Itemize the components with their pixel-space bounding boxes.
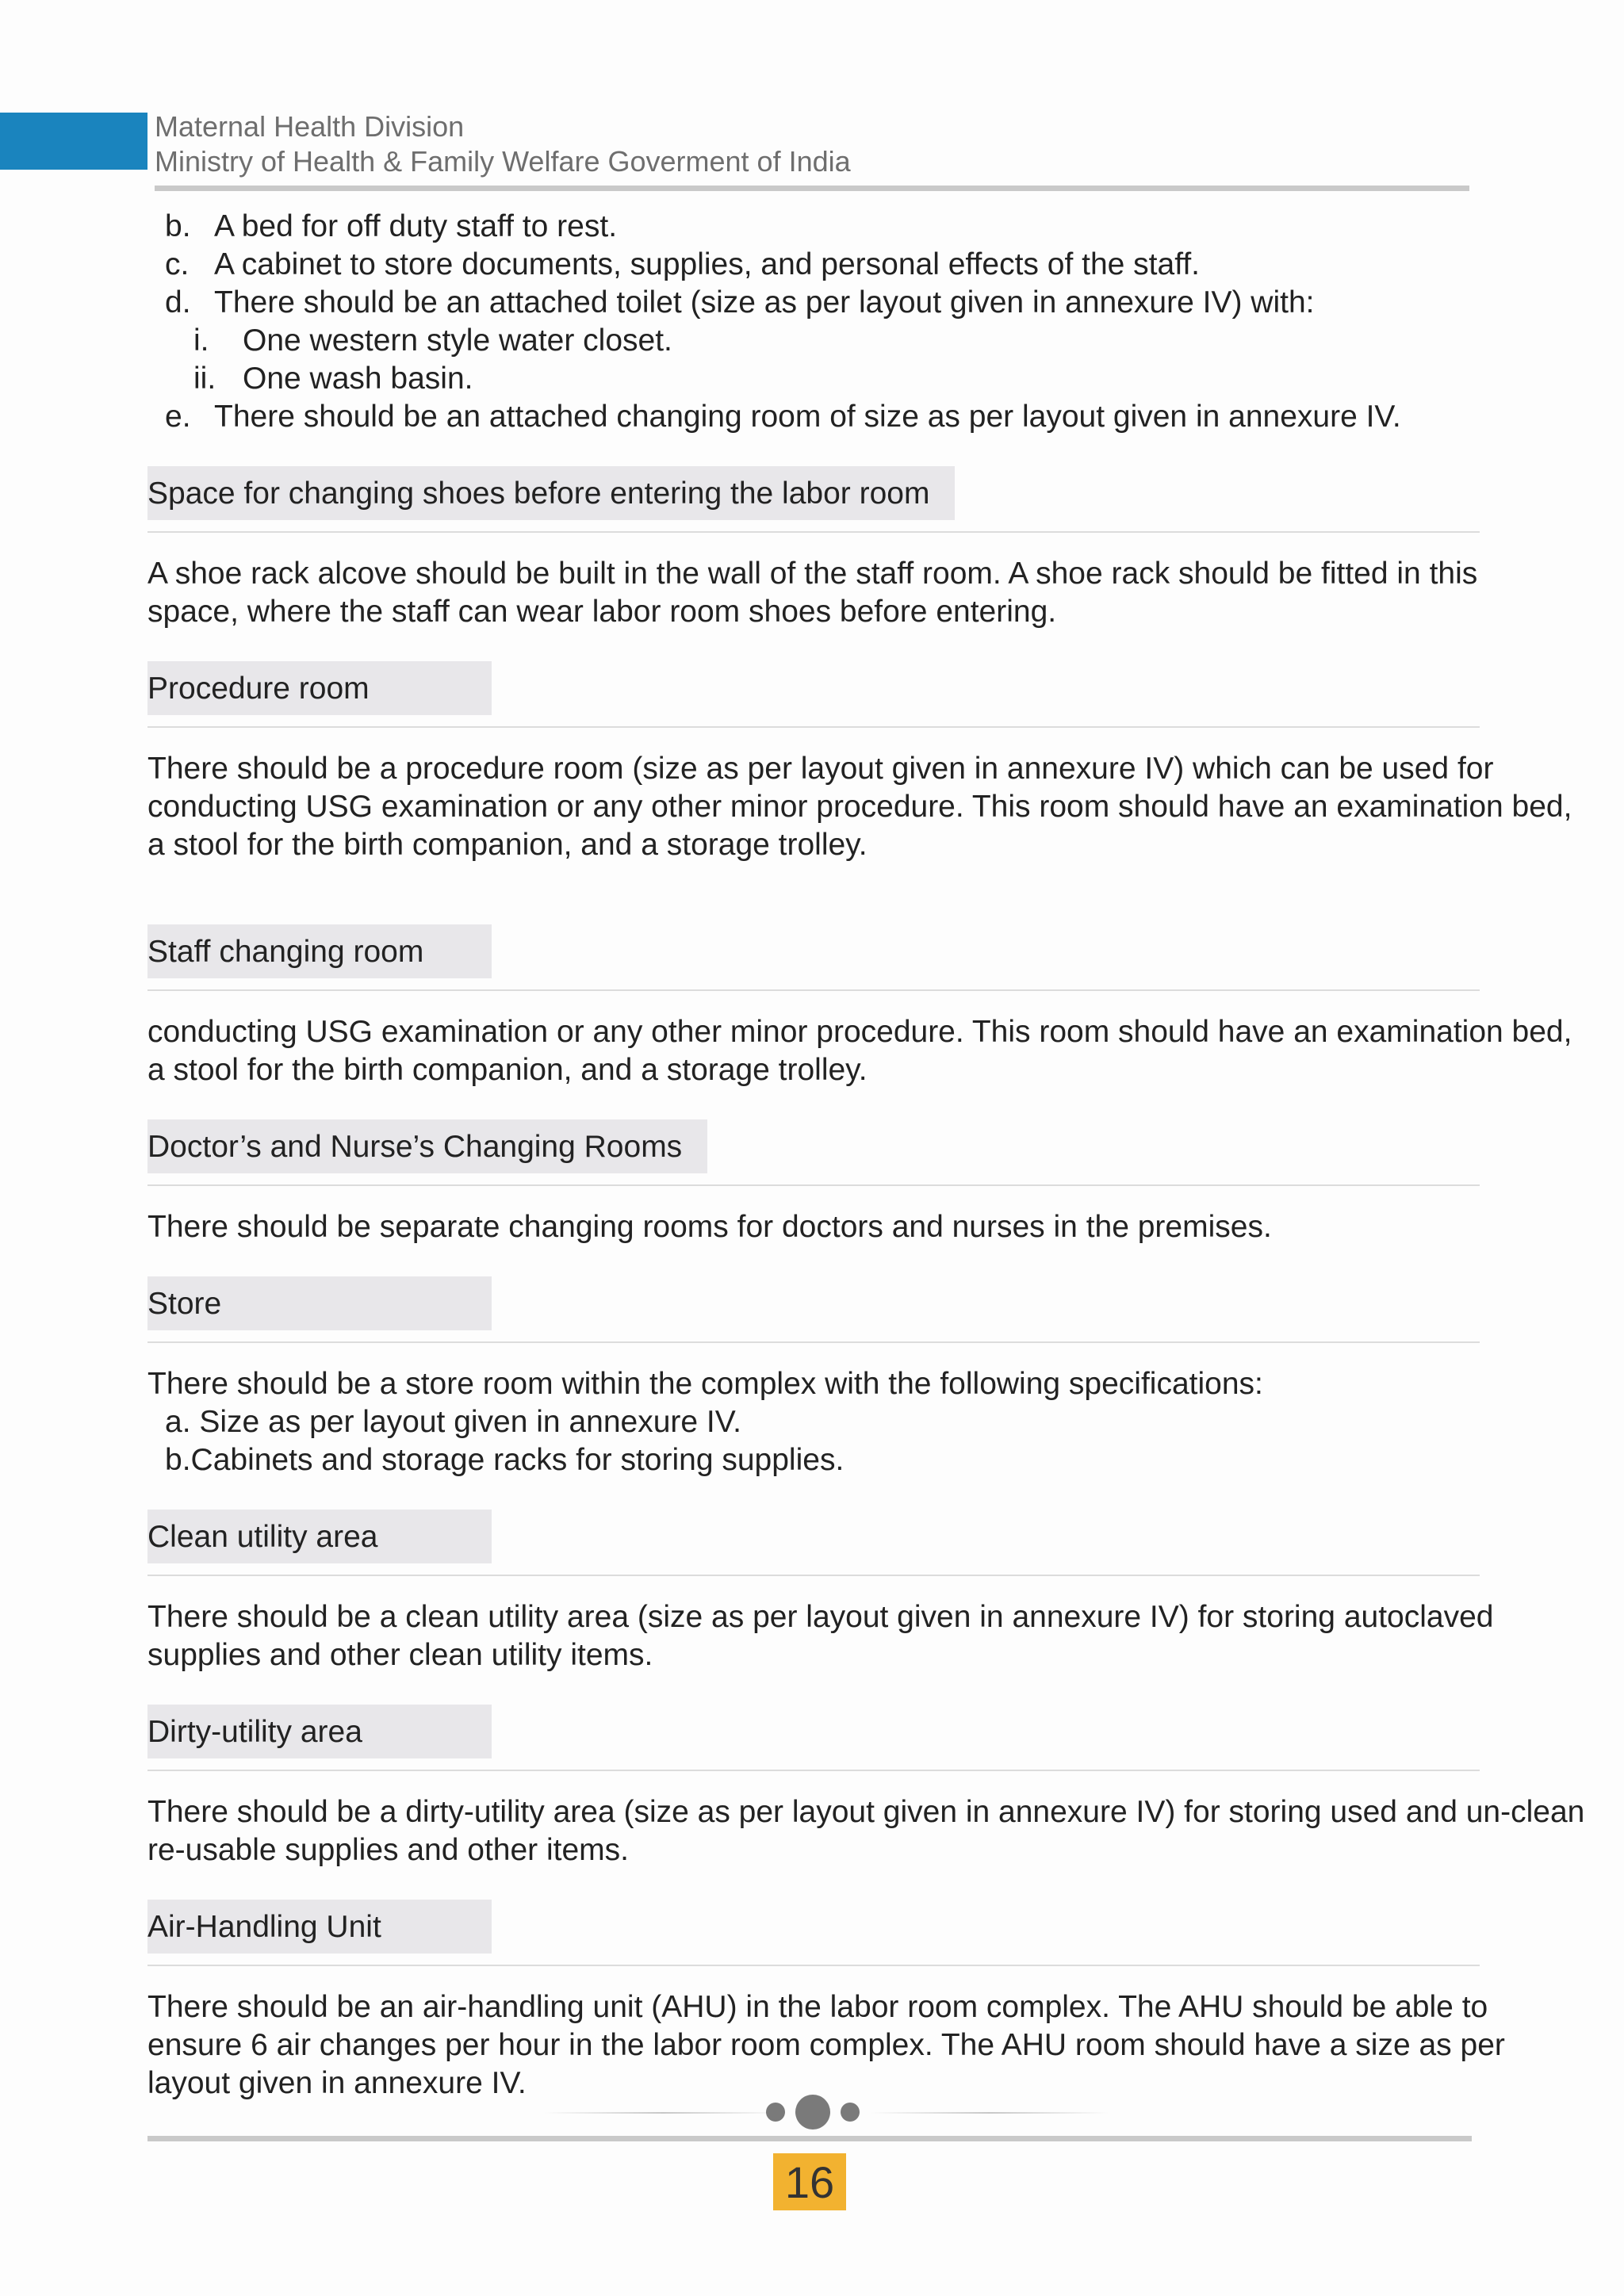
ornament-line-right <box>871 2112 1109 2114</box>
section-heading: Store <box>147 1276 492 1330</box>
section-heading: Space for changing shoes before entering the labor room <box>147 466 955 520</box>
section-heading: Clean utility area <box>147 1510 492 1563</box>
paragraph-line: There should be an air-handling unit (AHU) in the labor room complex. The AHU should be able to <box>147 1990 1488 2024</box>
sub-list-item: i. One western style water closet. <box>193 323 672 358</box>
paragraph-line: There should be a procedure room (size as per layout given in annexure IV) which can be used for <box>147 752 1494 786</box>
section-dirty-utility <box>147 1705 1585 1869</box>
section-clean-utility <box>147 1510 1494 1674</box>
header-ministry: Ministry of Health & Family Welfare Goverment of India <box>155 145 851 178</box>
paragraph-line: There should be a clean utility area (size as per layout given in annexure IV) for storing autoclaved <box>147 1600 1494 1634</box>
list-item: d. There should be an attached toilet (size as per layout given in annexure IV) with: <box>165 285 1315 320</box>
ornament-dot-large <box>795 2095 830 2130</box>
section-heading: Air-Handling Unit <box>147 1900 492 1954</box>
section-divider <box>147 1341 1480 1343</box>
page-number: 16 <box>773 2153 846 2210</box>
paragraph-line: a stool for the birth companion, and a storage trolley. <box>147 1053 868 1087</box>
list-item: b.Cabinets and storage racks for storing supplies. <box>165 1443 845 1477</box>
paragraph-line: conducting USG examination or any other minor procedure. This room should have an examination bed, <box>147 790 1572 824</box>
list-item: c. A cabinet to store documents, supplies, and personal effects of the staff. <box>165 247 1200 281</box>
paragraph-line: re-usable supplies and other items. <box>147 1833 629 1867</box>
header-divider <box>155 186 1469 191</box>
document-body <box>147 208 1585 2103</box>
footer-ornament <box>147 2093 1472 2133</box>
header-accent-bar <box>0 113 147 170</box>
section-divider <box>147 726 1480 728</box>
page-header <box>155 109 851 179</box>
paragraph-line: layout given in annexure IV. <box>147 2066 527 2100</box>
section-divider <box>147 989 1480 991</box>
section-procedure-room <box>147 661 1572 864</box>
ornament-line-left <box>544 2112 782 2114</box>
ornament-dot-small <box>766 2103 785 2122</box>
ornament-dot-small <box>841 2103 860 2122</box>
section-doctor-nurse-changing <box>147 1119 1480 1246</box>
section-divider <box>147 1965 1480 1966</box>
section-divider <box>147 531 1480 533</box>
section-staff-changing-room <box>147 924 1572 1089</box>
section-air-handling-unit <box>147 1900 1505 2103</box>
list-item: e. There should be an attached changing room of size as per layout given in annexure IV. <box>165 400 1401 434</box>
paragraph-line: conducting USG examination or any other minor procedure. This room should have an examination bed, <box>147 1015 1572 1049</box>
section-shoe-space <box>147 466 1480 631</box>
section-heading: Dirty-utility area <box>147 1705 492 1758</box>
sub-list-item: ii. One wash basin. <box>193 362 473 396</box>
section-divider <box>147 1770 1480 1771</box>
section-divider <box>147 1575 1480 1576</box>
section-store <box>147 1276 1480 1479</box>
header-division: Maternal Health Division <box>155 110 465 143</box>
paragraph-line: space, where the staff can wear labor room shoes before entering. <box>147 595 1057 629</box>
paragraph-line: A shoe rack alcove should be built in the wall of the staff room. A shoe rack should be fitted in this <box>147 557 1478 591</box>
section-heading: Staff changing room <box>147 924 492 978</box>
footer-divider <box>147 2136 1472 2141</box>
list-item: a. Size as per layout given in annexure IV. <box>165 1405 742 1439</box>
paragraph-line: There should be a dirty-utility area (size as per layout given in annexure IV) for storing used and un-clean <box>147 1795 1585 1829</box>
paragraph-line: a stool for the birth companion, and a storage trolley. <box>147 828 868 862</box>
paragraph-line: supplies and other clean utility items. <box>147 1638 653 1672</box>
section-heading: Procedure room <box>147 661 492 715</box>
paragraph-line: There should be a store room within the complex with the following specifications: <box>147 1367 1263 1401</box>
intro-list <box>147 208 1480 436</box>
paragraph-line: There should be separate changing rooms for doctors and nurses in the premises. <box>147 1210 1272 1244</box>
section-divider <box>147 1184 1480 1186</box>
paragraph-line: ensure 6 air changes per hour in the labor room complex. The AHU room should have a size as per <box>147 2028 1505 2062</box>
section-heading: Doctor’s and Nurse’s Changing Rooms <box>147 1119 707 1173</box>
list-item: b. A bed for off duty staff to rest. <box>165 209 618 243</box>
